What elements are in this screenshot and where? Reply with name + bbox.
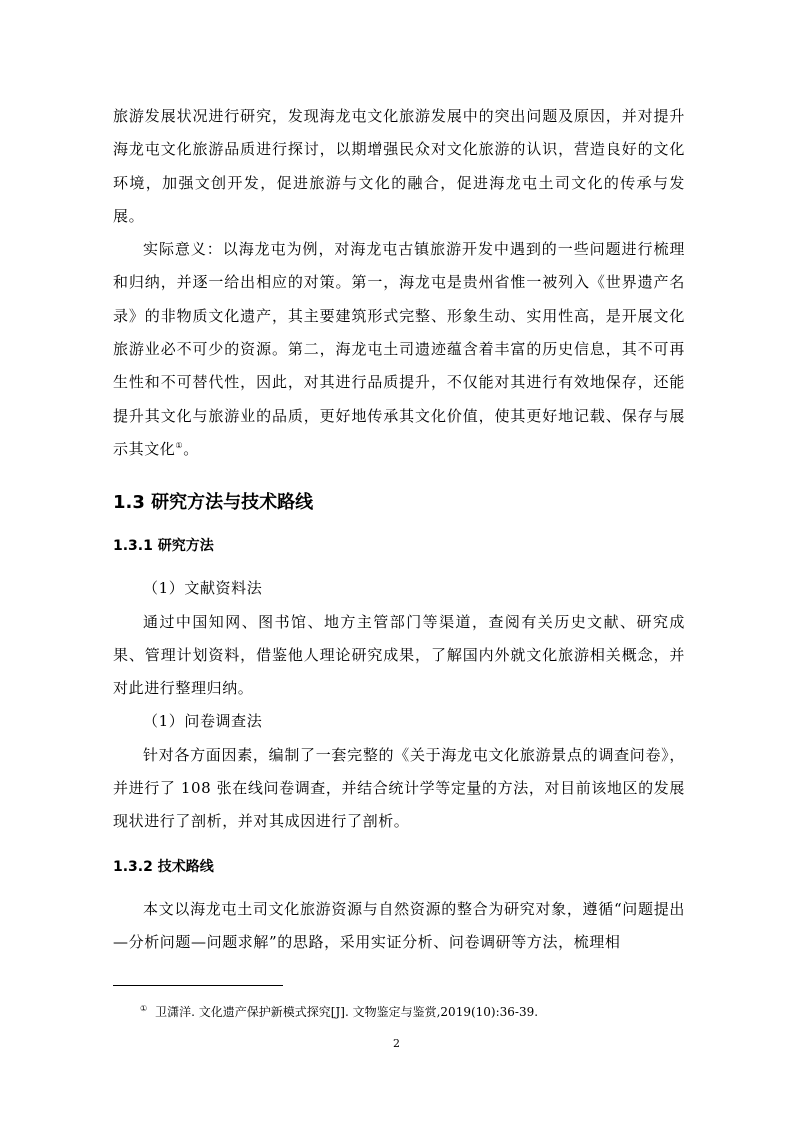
technical-route-paragraph: 本文以海龙屯土司文化旅游资源与自然资源的整合为研究对象，遵循“问题提出—分析问题—问题求解”的思路，采用实证分析、问卷调研等方法，梳理相 (113, 899, 685, 951)
method-1-paragraph: 通过中国知网、图书馆、地方主管部门等渠道，查阅有关历史文献、研究成果、管理计划资料，借鉴他人理论研究成果，了解国内外就文化旅游相关概念，并对此进行整理归纳。 (113, 612, 685, 698)
footnote (140, 1000, 538, 1021)
intro-paragraph-continued: 旅游发展状况进行研究，发现海龙屯文化旅游发展中的突出问题及原因，并对提升海龙屯文化旅游品质进行探讨，以期增强民众对文化旅游的认识，营造良好的文化环境，加强文创开发，促进旅游与文化的融合，促进海龙屯土司文化的传承与发展。 (113, 107, 685, 225)
method-1-label: （1）文献资料法 (143, 579, 263, 598)
paragraph-end-punctuation: 。 (183, 439, 199, 458)
method-2-label: （1）问卷调查法 (143, 712, 263, 731)
footnote-reference-marker: ① (175, 440, 184, 450)
subsection-heading-1-3-2: 1.3.2 技术路线 (113, 858, 214, 875)
practical-significance-paragraph (113, 233, 685, 466)
footnote-text: 卫潇洋. 文化遗产保护新模式探究[J]. 文物鉴定与鉴赏,2019(10):36-39. (155, 1005, 539, 1019)
page-body (113, 100, 685, 959)
section-heading-1-3: 1.3 研究方法与技术路线 (113, 492, 314, 514)
page-number: 2 (393, 1037, 400, 1050)
method-2-paragraph: 针对各方面因素，编制了一套完整的《关于海龙屯文化旅游景点的调查问卷》，并进行了 108 张在线问卷调查，并结合统计学等定量的方法，对目前该地区的发展现状进行了剖析，并对其成因进行了剖析。 (113, 745, 685, 831)
subsection-heading-1-3-1: 1.3.1 研究方法 (113, 538, 214, 555)
footnote-separator (113, 985, 283, 986)
practical-significance-text: 实际意义：以海龙屯为例，对海龙屯古镇旅游开发中遇到的一些问题进行梳理和归纳，并逐一给出相应的对策。第一，海龙屯是贵州省惟一被列入《世界遗产名录》的非物质文化遗产，其主要建筑形式完整、形象生动、实用性高，是开展文化旅游业必不可少的资源。第二，海龙屯土司遗迹蕴含着丰富的历史信息，其不可再生性和不可替代性，因此，对其进行品质提升，不仅能对其进行有效地保存，还能提升其文化与旅游业的品质，更好地传承其文化价值，使其更好地记载、保存与展示其文化 (113, 240, 685, 458)
footnote-marker: ① (140, 1004, 148, 1013)
